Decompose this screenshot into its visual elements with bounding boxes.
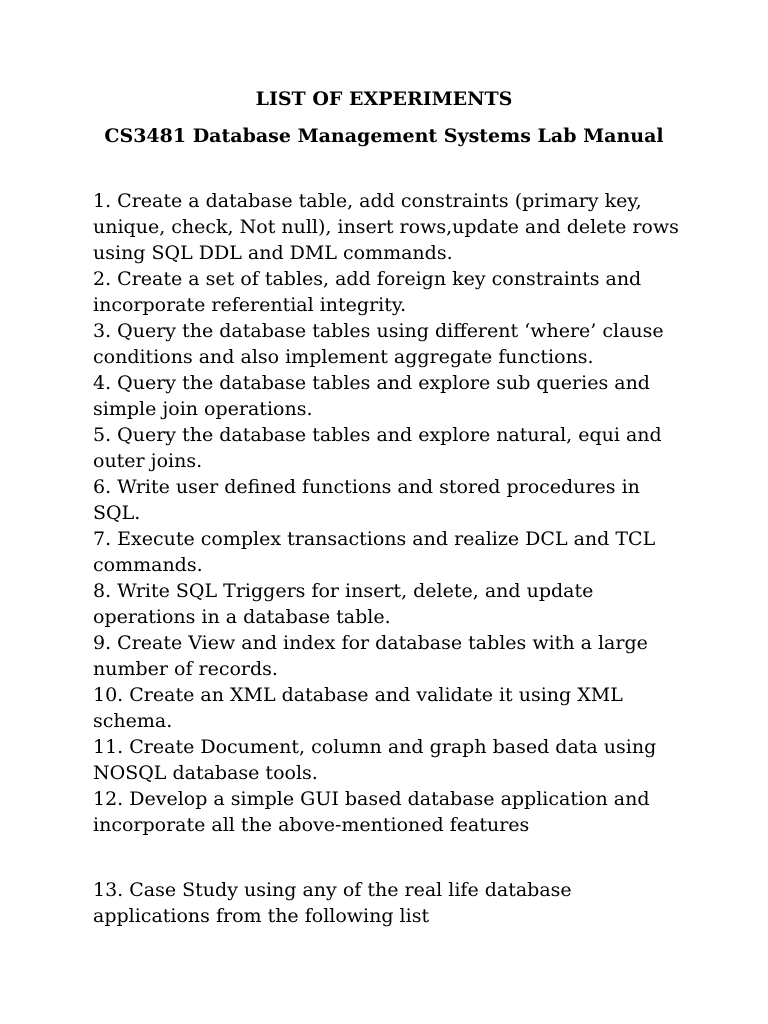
experiment-item: 6. Write user defined functions and stored procedures in SQL. — [93, 476, 640, 524]
experiment-item: 11. Create Document, column and graph based data using NOSQL database tools. — [93, 736, 657, 784]
experiment-item: 10. Create an XML database and validate it using XML schema. — [93, 684, 623, 732]
experiment-item-13: 13. Case Study using any of the real life database applications from the following list — [93, 879, 572, 927]
experiment-item: 2. Create a set of tables, add foreign key constraints and incorporate referential integrity. — [93, 268, 642, 316]
experiment-item: 9. Create View and index for database tables with a large number of records. — [93, 632, 648, 680]
experiment-item: 5. Query the database tables and explore natural, equi and outer joins. — [93, 424, 662, 472]
course-title: CS3481 Database Management Systems Lab Manual — [104, 125, 664, 147]
experiment-item: 1. Create a database table, add constraints (primary key, unique, check, Not null), insert rows,update and delete rows using SQL DDL and DML commands. — [93, 190, 679, 264]
experiment-item: 8. Write SQL Triggers for insert, delete, and update operations in a database table. — [93, 580, 594, 628]
experiment-item: 12. Develop a simple GUI based database application and incorporate all the above-mentioned features — [93, 788, 650, 836]
experiment-item: 4. Query the database tables and explore sub queries and simple join operations. — [93, 372, 650, 420]
list-title: LIST OF EXPERIMENTS — [255, 88, 513, 110]
experiment-item: 7. Execute complex transactions and realize DCL and TCL commands. — [93, 528, 656, 576]
experiment-list — [93, 188, 683, 838]
experiment-item: 3. Query the database tables using different ‘where’ clause conditions and also implement aggregate functions. — [93, 320, 664, 368]
